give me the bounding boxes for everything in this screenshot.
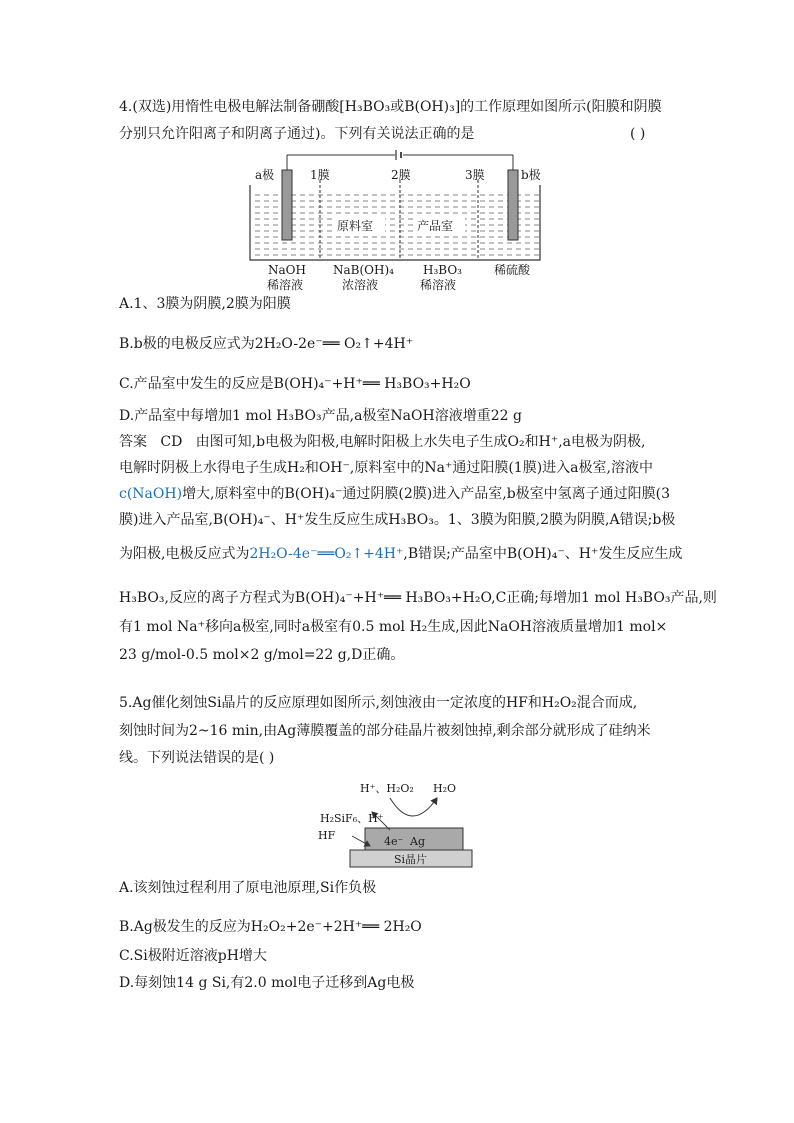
q4-option-d: D.产品室中每增加1 mol H₃BO₃产品,a极室NaOH溶液增重22 g bbox=[119, 408, 522, 424]
b-electrode-label: b极 bbox=[521, 168, 541, 182]
q4-explanation-line6: H₃BO₃,反应的离子方程式为B(OH)₄⁻+H⁺══ H₃BO₃+H₂O,C正确;每增加1 mol H₃BO₃产品,则 bbox=[119, 590, 717, 606]
naoh-label: NaOH bbox=[268, 263, 306, 277]
membrane1-label: 1膜 bbox=[310, 168, 330, 182]
answer-value: CD bbox=[160, 434, 183, 450]
product-room-label: 产品室 bbox=[417, 219, 454, 233]
q5-stem-line3: 线。下列说法错误的是( ) bbox=[119, 750, 275, 766]
h2sif6-label: H₂SiF₆、H⁺ bbox=[320, 812, 384, 825]
explanation-text: ,B错误;产品室中B(OH)₄⁻、H⁺发生反应生成 bbox=[403, 546, 683, 562]
hf-label: HF bbox=[318, 829, 336, 842]
q4-explanation-line5 bbox=[119, 544, 682, 564]
electron-label: 4e⁻ bbox=[384, 835, 404, 848]
explanation-text: 增大,原料室中的B(OH)₄⁻通过阴膜(2膜)进入产品室,b极室中氢离子通过阳膜(3 bbox=[182, 486, 671, 502]
c-naoh-term: c(NaOH) bbox=[119, 486, 183, 502]
q4-explanation-line4: 膜)进入产品室,B(OH)₄⁻、H⁺发生反应生成H₃BO₃。1、3膜为阳膜,2膜为阴膜,A错误;b极 bbox=[119, 512, 676, 528]
q5-option-a: A.该刻蚀过程利用了原电池原理,Si作负极 bbox=[119, 880, 377, 896]
explanation-text: 为阳极,电极反应式为 bbox=[119, 546, 250, 562]
q5-option-c: C.Si极附近溶液pH增大 bbox=[119, 948, 267, 964]
membrane3-label: 3膜 bbox=[465, 168, 485, 182]
q5-stem-line1: 5.Ag催化刻蚀Si晶片的反应原理如图所示,刻蚀液由一定浓度的HF和H₂O₂混合而成, bbox=[119, 695, 638, 711]
raw-room-label: 原料室 bbox=[337, 219, 374, 233]
h3bo3-label: H₃BO₃ bbox=[423, 263, 462, 277]
ag-label: Ag bbox=[410, 835, 425, 848]
q5-option-b: B.Ag极发生的反应为H₂O₂+2e⁻+2H⁺══ 2H₂O bbox=[119, 919, 422, 935]
q4-option-a: A.1、3膜为阴膜,2膜为阳膜 bbox=[119, 296, 291, 312]
dilute-solution-label-1: 稀溶液 bbox=[267, 278, 304, 292]
dilute-sulfuric-label: 稀硫酸 bbox=[494, 263, 531, 277]
etching-diagram bbox=[312, 772, 482, 872]
h2o-label: H₂O bbox=[433, 782, 457, 795]
q4-explanation-line8: 23 g/mol-0.5 mol×2 g/mol=22 g,D正确。 bbox=[119, 647, 405, 663]
si-wafer-label: Si晶片 bbox=[394, 853, 428, 866]
nabo4-label: NaB(OH)₄ bbox=[333, 263, 394, 277]
q4-option-b: B.b极的电极反应式为2H₂O-2e⁻══ O₂↑+4H⁺ bbox=[119, 336, 414, 352]
answer-label: 答案 bbox=[119, 434, 147, 450]
q4-explanation-line7: 有1 mol Na⁺移向a极室,同时a极室有0.5 mol H₂生成,因此NaOH溶液质量增加1 mol× bbox=[119, 619, 668, 635]
anode-equation: 2H₂O-4e⁻══O₂↑+4H⁺ bbox=[249, 546, 404, 562]
q4-stem-line1: 4.(双选)用惰性电极电解法制备硼酸[H₃BO₃或B(OH)₃]的工作原理如图所示(阳膜和阴膜 bbox=[119, 99, 662, 115]
q4-answer-paren: ( ) bbox=[630, 126, 646, 142]
dilute-solution-label-2: 稀溶液 bbox=[420, 278, 457, 292]
h-h2o2-label: H⁺、H₂O₂ bbox=[360, 782, 414, 795]
q4-explanation-line3 bbox=[119, 484, 670, 504]
membrane2-label: 2膜 bbox=[391, 168, 411, 182]
q4-option-c: C.产品室中发生的反应是B(OH)₄⁻+H⁺══ H₃BO₃+H₂O bbox=[119, 376, 471, 392]
q4-explanation-line2: 电解时阴极上水得电子生成H₂和OH⁻,原料室中的Na⁺通过阳膜(1膜)进入a极室,溶液中 bbox=[119, 460, 653, 476]
electrolysis-diagram bbox=[245, 150, 545, 295]
q4-stem-line2: 分别只允许阳离子和阴离子通过)。下列有关说法正确的是 bbox=[119, 126, 475, 142]
explanation-text: 由图可知,b电极为阳极,电解时阳极上水失电子生成O₂和H⁺,a电极为阴极, bbox=[195, 434, 646, 450]
a-electrode-label: a极 bbox=[255, 168, 275, 182]
q4-explanation-line1 bbox=[119, 432, 645, 452]
q5-stem-line2: 刻蚀时间为2~16 min,由Ag薄膜覆盖的部分硅晶片被刻蚀掉,剩余部分就形成了硅纳米 bbox=[119, 723, 651, 739]
q5-option-d: D.每刻蚀14 g Si,有2.0 mol电子迁移到Ag电极 bbox=[119, 975, 415, 991]
conc-solution-label: 浓溶液 bbox=[342, 278, 379, 292]
